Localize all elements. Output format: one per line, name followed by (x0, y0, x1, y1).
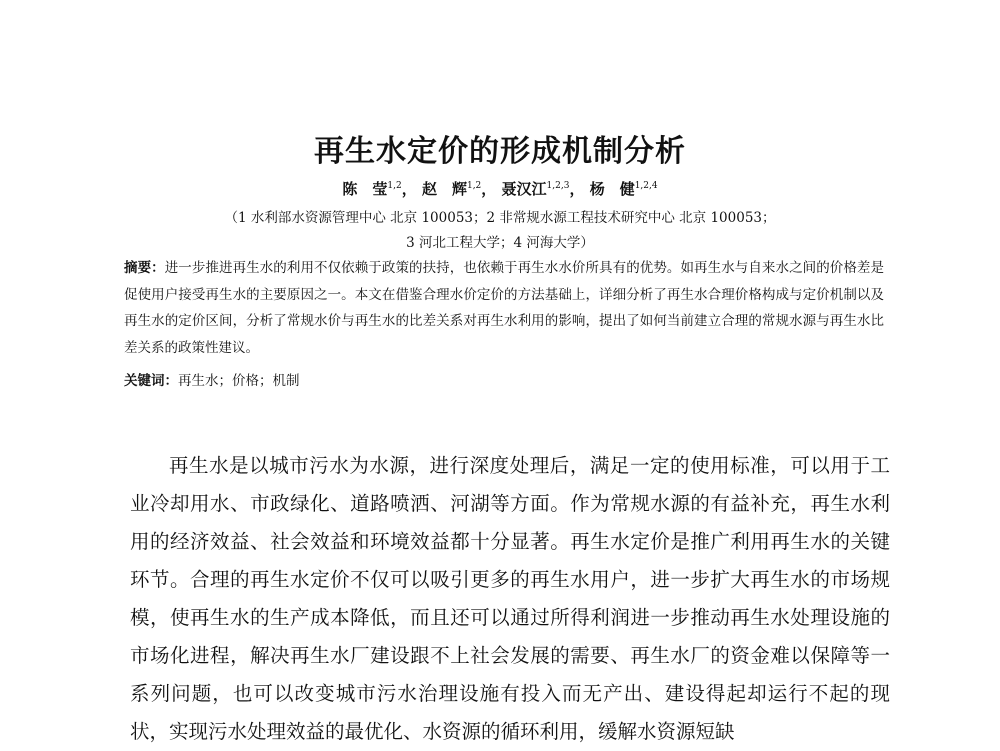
author-name: 杨 健 (589, 180, 635, 198)
author-name: 赵 辉 (421, 180, 467, 198)
keywords-label: 关键词： (124, 373, 178, 389)
author-name: 聂汉江 (501, 180, 547, 198)
author-affiliation-mark: 1,2,3 (546, 181, 570, 191)
abstract-label: 摘要： (124, 260, 165, 276)
keywords (124, 369, 300, 389)
paper-title: 再生水定价的形成机制分析 (314, 134, 686, 169)
author-affiliation-mark: 1,2 (387, 181, 402, 191)
affiliation-line-1: （1 水利部水资源管理中心 北京 100053；2 非常规水源工程技术研究中心 北京 100053； (224, 210, 776, 226)
affiliation-line-2: 3 河北工程大学；4 河海大学） (406, 235, 594, 251)
keywords-text: 再生水；价格；机制 (178, 373, 300, 389)
abstract (124, 255, 884, 361)
author-affiliation-mark: 1,2,4 (634, 181, 658, 191)
abstract-text: 进一步推进再生水的利用不仅依赖于政策的扶持，也依赖于再生水水价所具有的优势。如再生水与自来水之间的价格差是促使用户接受再生水的主要原因之一。本文在借鉴合理水价定价的方法基础上，详细分析了再生水合理价格构成与定价机制以及再生水的定价区间，分析了常规水价与再生水的比差关系对再生水利用的影响，提出了如何当前建立合理的常规水源与再生水比差关系的政策性建议。 (124, 260, 884, 356)
author-name: 陈 莹 (342, 180, 388, 198)
author-list: 陈 莹$^{1,2}$， 赵 辉$^{1,2}$， 聂汉江$^{1,2,3}$， 杨 健$^{1,2,4}$ (342, 180, 658, 198)
body-paragraph: 再生水是以城市污水为水源，进行深度处理后，满足一定的使用标准，可以用于工业冷却用水、市政绿化、道路喷洒、河湖等方面。作为常规水源的有益补充，再生水利用的经济效益、社会效益和环境效益都十分显著。再生水定价是推广利用再生水的关键环节。合理的再生水定价不仅可以吸引更多的再生水用户，进一步扩大再生水的市场规模，使再生水的生产成本降低，而且还可以通过所得利润进一步推动再生水处理设施的市场化进程，解决再生水厂建设跟不上社会发展的需要、再生水厂的资金难以保障等一系列问题，也可以改变城市污水治理设施有投入而无产出、建设得起却运行不起的现状，实现污水处理效益的最优化、水资源的循环利用，缓解水资源短缺 (130, 454, 890, 743)
author-affiliation-mark: 1,2 (466, 181, 482, 191)
